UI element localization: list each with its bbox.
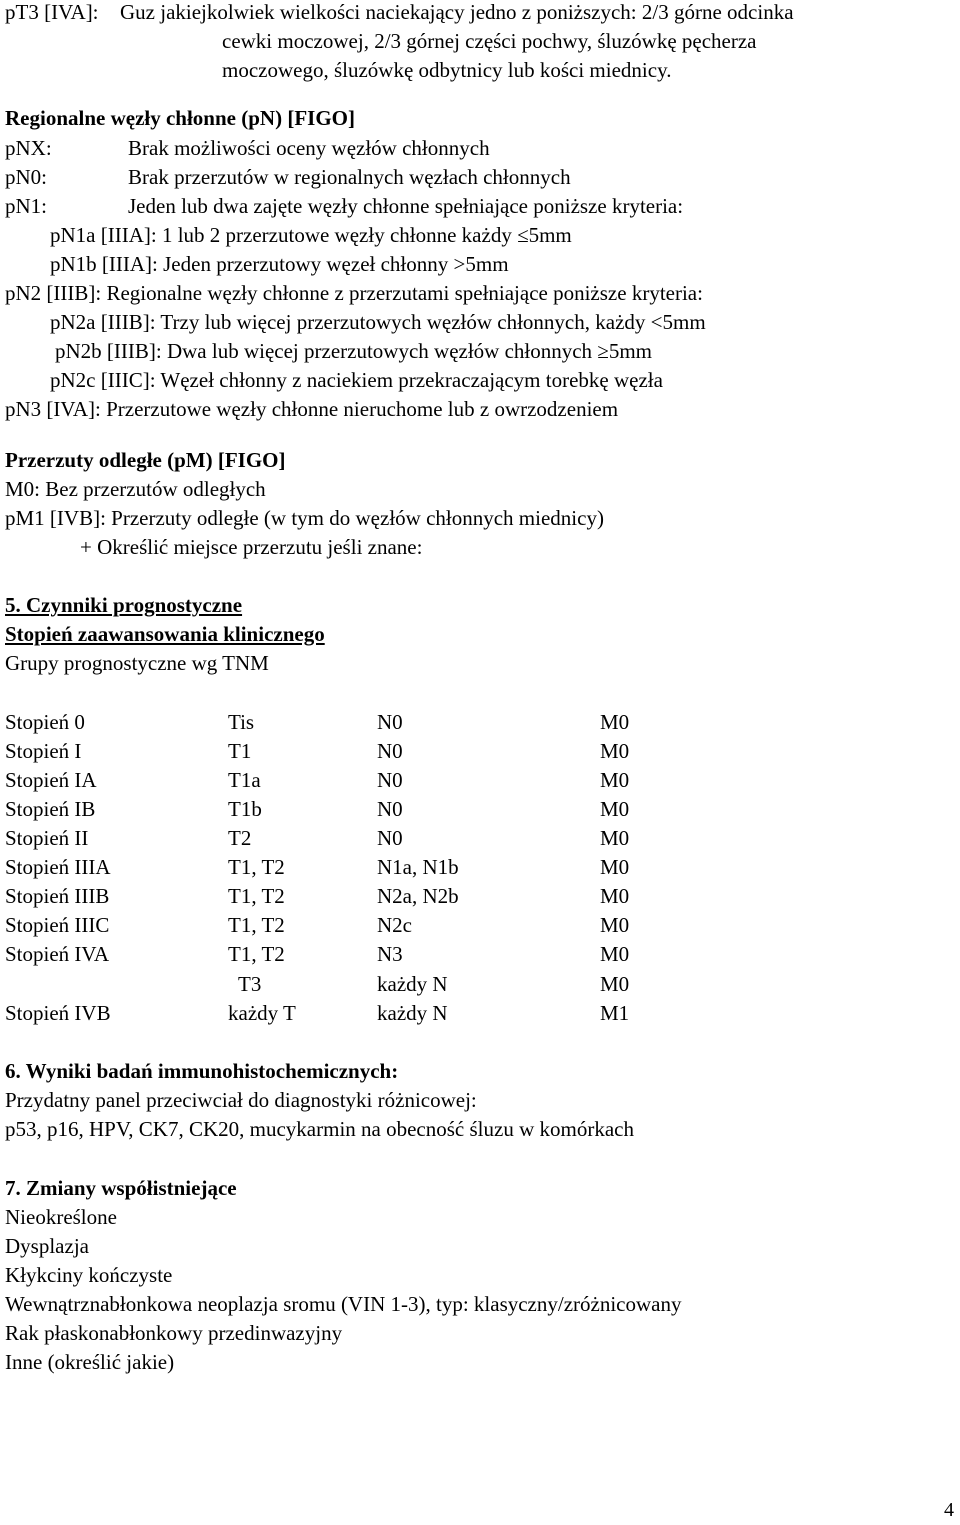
stage-cell: Stopień IB — [5, 797, 96, 821]
t-cell: Tis — [228, 710, 255, 734]
section6-line2: p53, p16, HPV, CK7, CK20, mucykarmin na obecność śluzu w komórkach — [5, 1117, 634, 1141]
pt3-label: pT3 [IVA]: — [5, 0, 99, 24]
pt3-text-line2: cewki moczowej, 2/3 górnej części pochwy, śluzówkę pęcherza — [222, 29, 757, 53]
pn3-line: pN3 [IVA]: Przerzutowe węzły chłonne nieruchome lub z owrzodzeniem — [5, 397, 619, 421]
pt3-text-line3: moczowego, śluzówkę odbytnicy lub kości miednicy. — [222, 58, 672, 82]
metastases-heading: Przerzuty odległe (pM) [FIGO] — [5, 448, 286, 472]
list-item: Inne (określić jakie) — [5, 1350, 175, 1374]
stage-cell: Stopień IIIC — [5, 913, 110, 937]
m-cell: M0 — [600, 797, 630, 821]
n-cell: N0 — [377, 768, 403, 792]
n-cell: każdy N — [377, 972, 448, 996]
pt3-text-line1: Guz jakiejkolwiek wielkości naciekający jedno z poniższych: 2/3 górne odcinka — [120, 0, 794, 24]
n-cell: N2a, N2b — [377, 884, 459, 908]
m-cell: M0 — [600, 768, 630, 792]
pn1-text: Jeden lub dwa zajęte węzły chłonne spełniające poniższe kryteria: — [128, 194, 684, 218]
section5-heading: 5. Czynniki prognostyczne — [5, 593, 243, 617]
t-cell: każdy T — [228, 1001, 296, 1025]
section6-heading: 6. Wyniki badań immunohistochemicznych: — [5, 1059, 399, 1083]
list-item: Rak płaskonabłonkowy przedinwazyjny — [5, 1321, 343, 1345]
n-cell: N0 — [377, 739, 403, 763]
t-cell: T1 — [228, 739, 252, 763]
n-cell: N0 — [377, 797, 403, 821]
list-item: Kłykciny kończyste — [5, 1263, 173, 1287]
stage-cell: Stopień II — [5, 826, 89, 850]
t-cell: T1a — [228, 768, 261, 792]
pn2c-line: pN2c [IIIC]: Węzeł chłonny z naciekiem przekraczającym torebkę węzła — [50, 368, 663, 392]
pnx-text: Brak możliwości oceny węzłów chłonnych — [128, 136, 490, 160]
t-cell: T1, T2 — [228, 913, 285, 937]
list-item: Wewnątrznabłonkowa neoplazja sromu (VIN 1-3), typ: klasyczny/zróżnicowany — [5, 1292, 682, 1316]
page-number: 4 — [944, 1499, 954, 1521]
n-cell: N0 — [377, 826, 403, 850]
n-cell: N0 — [377, 710, 403, 734]
t-cell: T3 — [238, 972, 262, 996]
n-cell: N2c — [377, 913, 412, 937]
section6-line1: Przydatny panel przeciwciał do diagnostyki różnicowej: — [5, 1088, 477, 1112]
section5-caption: Grupy prognostyczne wg TNM — [5, 651, 269, 675]
pn0-code: pN0: — [5, 165, 47, 189]
stage-cell: Stopień IIIB — [5, 884, 110, 908]
section7-heading: 7. Zmiany współistniejące — [5, 1176, 237, 1200]
n-cell: każdy N — [377, 1001, 448, 1025]
pn2a-line: pN2a [IIIB]: Trzy lub więcej przerzutowych węzłów chłonnych, każdy <5mm — [50, 310, 706, 334]
t-cell: T1, T2 — [228, 884, 285, 908]
m-cell: M1 — [600, 1001, 630, 1025]
pn0-text: Brak przerzutów w regionalnych węzłach chłonnych — [128, 165, 571, 189]
stage-cell: Stopień IA — [5, 768, 97, 792]
m-cell: M0 — [600, 942, 630, 966]
nodes-heading: Regionalne węzły chłonne (pN) [FIGO] — [5, 106, 355, 130]
m0-line: M0: Bez przerzutów odległych — [5, 477, 266, 501]
t-cell: T1, T2 — [228, 942, 285, 966]
m-cell: M0 — [600, 739, 630, 763]
stage-cell: Stopień IVA — [5, 942, 110, 966]
list-item: Nieokreślone — [5, 1205, 117, 1229]
stage-cell: Stopień 0 — [5, 710, 85, 734]
m-cell: M0 — [600, 972, 630, 996]
pn1a-line: pN1a [IIIA]: 1 lub 2 przerzutowe węzły chłonne każdy ≤5mm — [50, 223, 572, 247]
m-cell: M0 — [600, 710, 630, 734]
m-cell: M0 — [600, 826, 630, 850]
pm1-line: pM1 [IVB]: Przerzuty odległe (w tym do węzłów chłonnych miednicy) — [5, 506, 604, 530]
stage-cell: Stopień IIIA — [5, 855, 111, 879]
pn1b-line: pN1b [IIIA]: Jeden przerzutowy węzeł chłonny >5mm — [50, 252, 509, 276]
pnx-code: pNX: — [5, 136, 52, 160]
stage-cell: Stopień IVB — [5, 1001, 111, 1025]
t-cell: T1, T2 — [228, 855, 285, 879]
pn2b-line: pN2b [IIIB]: Dwa lub więcej przerzutowych węzłów chłonnych ≥5mm — [55, 339, 653, 363]
n-cell: N1a, N1b — [377, 855, 459, 879]
list-item: Dysplazja — [5, 1234, 89, 1258]
m-cell: M0 — [600, 884, 630, 908]
pm1-note: + Określić miejsce przerzutu jeśli znane: — [80, 535, 423, 559]
stage-cell: Stopień I — [5, 739, 82, 763]
m-cell: M0 — [600, 855, 630, 879]
t-cell: T1b — [228, 797, 262, 821]
pn2-line: pN2 [IIIB]: Regionalne węzły chłonne z przerzutami spełniające poniższe kryteria: — [5, 281, 703, 305]
section5-subheading: Stopień zaawansowania klinicznego — [5, 622, 325, 646]
t-cell: T2 — [228, 826, 252, 850]
pn1-code: pN1: — [5, 194, 47, 218]
m-cell: M0 — [600, 913, 630, 937]
n-cell: N3 — [377, 942, 403, 966]
